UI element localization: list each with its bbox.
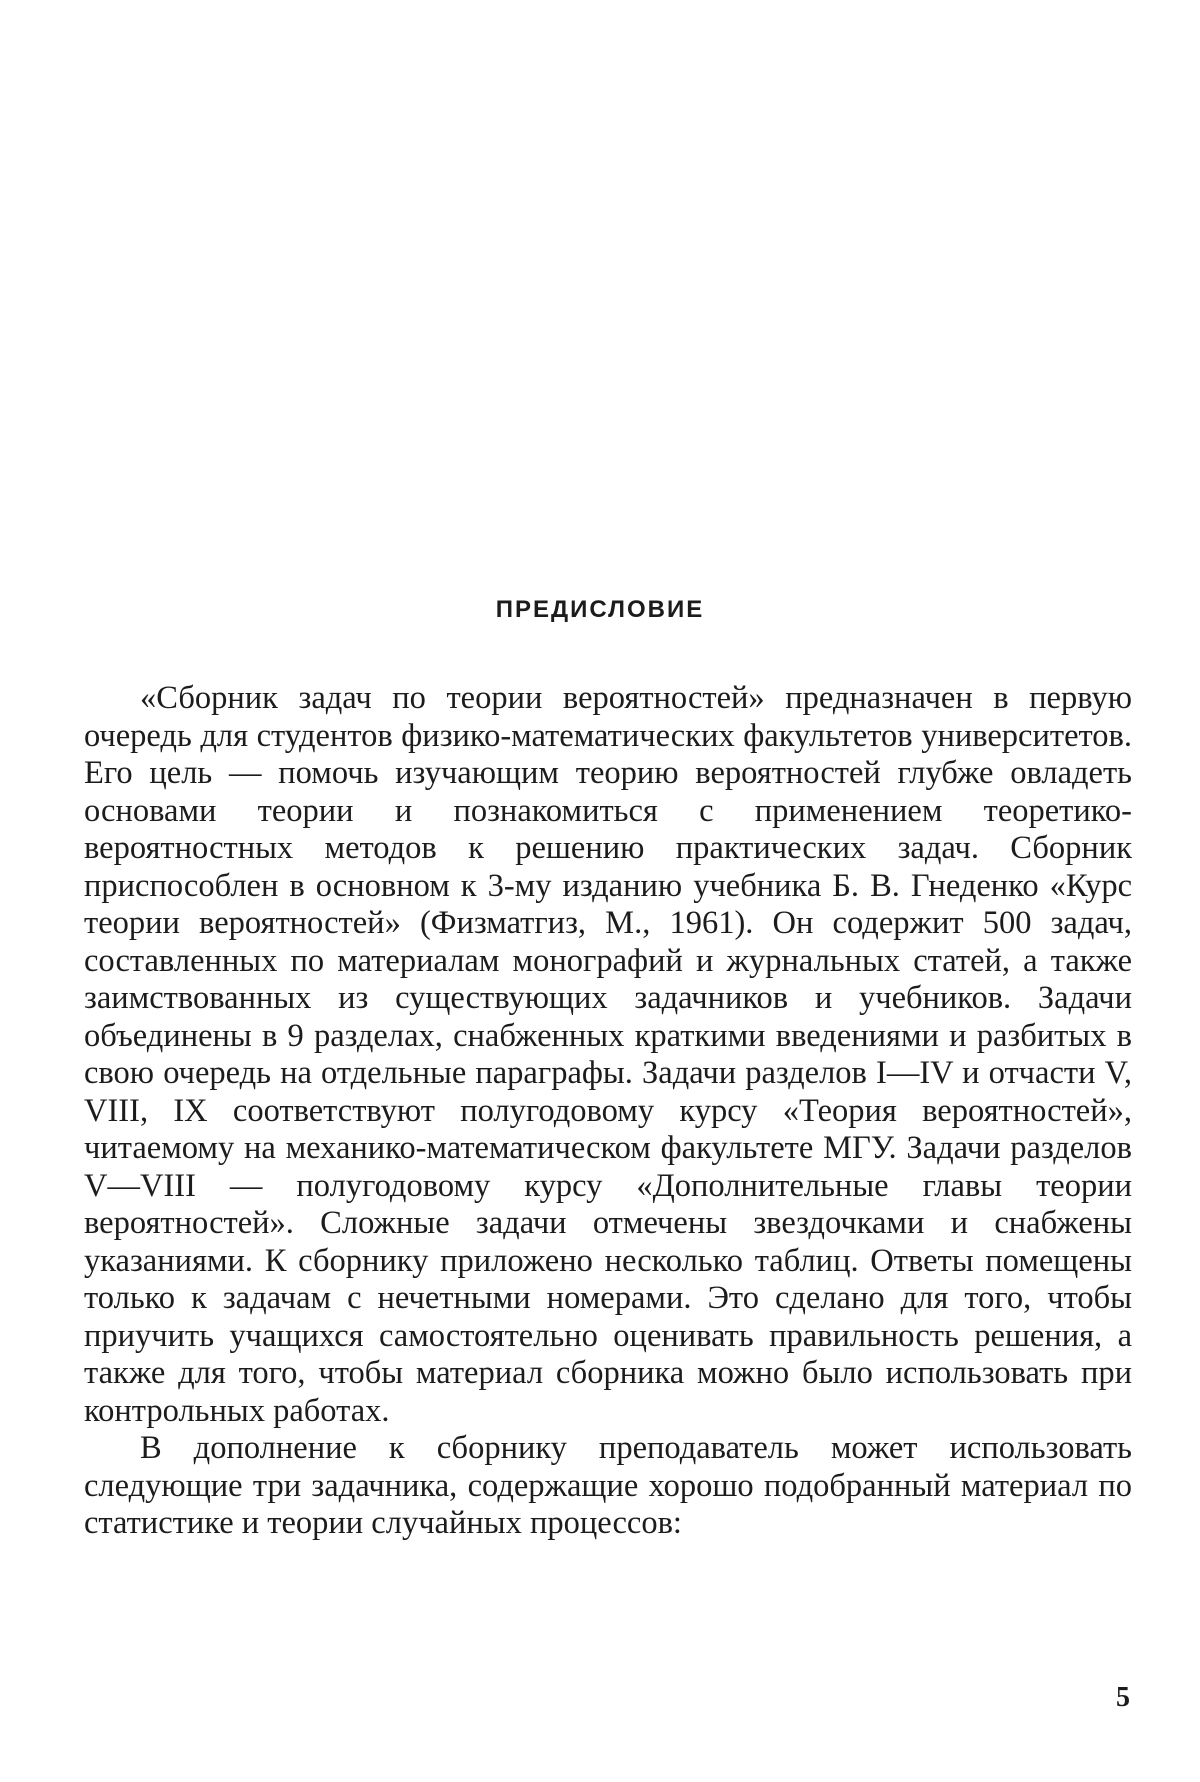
preface-body xyxy=(84,680,1132,1543)
paragraph-1: «Сборник задач по теории вероятностей» предназначен в первую очередь для студентов физико-математических факультетов университетов. Его цель — помочь изучающим теорию вероятностей глубже овладеть основами теории и познакомиться с применением теоретико-вероятностных методов к решению практических задач. Сборник приспособлен в основном к 3-му изданию учебника Б. В. Гнеденко «Курс теории вероятностей» (Физматгиз, М., 1961). Он содержит 500 задач, составленных по материалам монографий и журнальных статей, а также заимствованных из существующих задачников и учебников. Задачи объединены в 9 разделах, снабженных краткими введениями и разбитых в свою очередь на отдельные параграфы. Задачи разделов I—IV и отчасти V, VIII, IX соответствуют полугодовому курсу «Теория вероятностей», читаемому на механико-математическом факультете МГУ. Задачи разделов V—VIII — полугодовому курсу «Дополнительные главы теории вероятностей». Сложные задачи отмечены звездочками и снабжены указаниями. К сборнику приложено несколько таблиц. Ответы помещены только к задачам с нечетными номерами. Это сделано для того, чтобы приучить учащихся самостоятельно оценивать правильность решения, а также для того, чтобы материал сборника можно было использовать при контрольных работах. xyxy=(84,680,1132,1429)
paragraph-2: В дополнение к сборнику преподаватель может использовать следующие три задачника, содержащие хорошо подобранный материал по статистике и теории случайных процессов: xyxy=(84,1430,1132,1541)
page-title: ПРЕДИСЛОВИЕ xyxy=(495,596,705,623)
page-number: 5 xyxy=(1116,1682,1130,1713)
